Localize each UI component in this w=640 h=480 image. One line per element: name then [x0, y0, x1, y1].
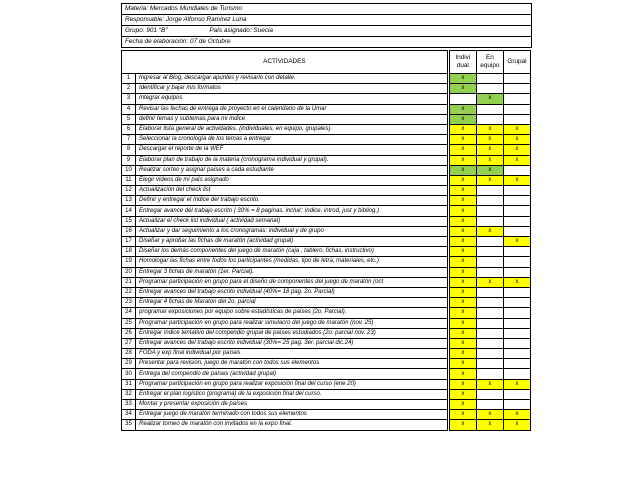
- row-number: 34: [122, 410, 136, 420]
- individual-mark: x: [449, 287, 476, 297]
- activity-text: Elaborar plan de trabajo de la materia (cronograma individual y grupal).: [136, 155, 448, 165]
- table-row: [122, 369, 531, 379]
- date-field: Fecha de elaboración: 07 de Octubre: [122, 37, 532, 48]
- table-row: [122, 400, 531, 410]
- individual-mark: x: [449, 338, 476, 348]
- row-number: 15: [122, 216, 136, 226]
- activity-text: definir temas y subtemas para mi índice: [136, 114, 448, 124]
- row-number: 33: [122, 400, 136, 410]
- team-mark: [476, 257, 503, 267]
- group-mark: [503, 349, 530, 359]
- row-number: 25: [122, 318, 136, 328]
- individual-mark: x: [449, 145, 476, 155]
- activity-text: Entregar 4 fichas de Maratón del 2o. parcial: [136, 298, 448, 308]
- team-mark: x: [476, 124, 503, 134]
- row-number: 35: [122, 420, 136, 430]
- team-mark: x: [476, 165, 503, 175]
- individual-mark: x: [449, 379, 476, 389]
- header-table: [121, 3, 532, 48]
- team-column-header: En equipo: [476, 51, 503, 74]
- table-row: [122, 145, 531, 155]
- individual-mark: x: [449, 165, 476, 175]
- group-mark: x: [503, 420, 530, 430]
- row-number: 32: [122, 389, 136, 399]
- row-number: 13: [122, 196, 136, 206]
- individual-mark: x: [449, 247, 476, 257]
- table-row: [122, 186, 531, 196]
- row-number: 19: [122, 257, 136, 267]
- row-number: 7: [122, 135, 136, 145]
- row-number: 23: [122, 298, 136, 308]
- team-mark: x: [476, 145, 503, 155]
- activity-text: programar exposiciones por equipo sobre estadísticas de países (2o. Parcial).: [136, 308, 448, 318]
- row-number: 17: [122, 237, 136, 247]
- individual-mark: [449, 94, 476, 104]
- team-mark: x: [476, 226, 503, 236]
- group-mark: [503, 328, 530, 338]
- group-mark: [503, 369, 530, 379]
- activity-text: Identificar y bajar mis formatos: [136, 84, 448, 94]
- individual-mark: x: [449, 175, 476, 185]
- group-mark: [503, 114, 530, 124]
- group-mark: x: [503, 175, 530, 185]
- table-row: [122, 94, 531, 104]
- team-mark: [476, 369, 503, 379]
- activity-text: Seleccionar la cronología de los temas a entregar: [136, 135, 448, 145]
- activity-text: Entrega del compendio de países (actividad grupal): [136, 369, 448, 379]
- activity-text: Entregar índice tentativo del compendio grupal de países estudiados (2o. parcial nov. 23): [136, 328, 448, 338]
- table-row: [122, 389, 531, 399]
- team-mark: [476, 287, 503, 297]
- activities-column-header: ACTIVIDADES: [122, 51, 448, 74]
- team-mark: [476, 400, 503, 410]
- team-mark: [476, 328, 503, 338]
- row-number: 4: [122, 104, 136, 114]
- individual-mark: x: [449, 74, 476, 84]
- activity-text: Entregar avance del trabajo escrito ( 30% = 8 paginas, incluir: índice, introd, just y bibliog.): [136, 206, 448, 216]
- individual-mark: x: [449, 420, 476, 430]
- subject-field: Materia: Mercados Mundiales de Turismo: [122, 4, 532, 15]
- table-row: [122, 175, 531, 185]
- activity-text: Ingresar al Blog, descargar apuntes y revisarlo con detalle.: [136, 74, 448, 84]
- group-mark: x: [503, 135, 530, 145]
- individual-mark: x: [449, 298, 476, 308]
- row-number: 6: [122, 124, 136, 134]
- table-row: [122, 318, 531, 328]
- table-row: [122, 420, 531, 430]
- activity-text: Definir y entregar el índice del trabajo escrito.: [136, 196, 448, 206]
- group-mark: [503, 257, 530, 267]
- group-mark: [503, 287, 530, 297]
- group-mark: [503, 400, 530, 410]
- team-mark: [476, 216, 503, 226]
- row-number: 16: [122, 226, 136, 236]
- table-row: [122, 328, 531, 338]
- individual-mark: x: [449, 206, 476, 216]
- team-mark: x: [476, 379, 503, 389]
- individual-mark: x: [449, 237, 476, 247]
- table-row: [122, 84, 531, 94]
- table-row: [122, 287, 531, 297]
- row-number: 27: [122, 338, 136, 348]
- team-mark: [476, 298, 503, 308]
- row-number: 26: [122, 328, 136, 338]
- table-row: [122, 74, 531, 84]
- activity-text: Entregar juego de maratón terminado con todos sus elementos: [136, 410, 448, 420]
- individual-mark: x: [449, 318, 476, 328]
- individual-mark: x: [449, 400, 476, 410]
- individual-mark: x: [449, 277, 476, 287]
- row-number: 20: [122, 267, 136, 277]
- table-row: [122, 410, 531, 420]
- row-number: 1: [122, 74, 136, 84]
- activity-text: Montar y presentar exposición de países: [136, 400, 448, 410]
- group-mark: x: [503, 277, 530, 287]
- individual-mark: x: [449, 114, 476, 124]
- group-mark: [503, 338, 530, 348]
- team-mark: [476, 338, 503, 348]
- activity-text: Realizar sorteo y asignar países a cada estudiante: [136, 165, 448, 175]
- activity-text: Programar participación en grupo para el diseño de componentes del juego de maratón (oct: [136, 277, 448, 287]
- individual-mark: x: [449, 359, 476, 369]
- table-row: [122, 206, 531, 216]
- individual-mark: x: [449, 369, 476, 379]
- individual-mark: x: [449, 135, 476, 145]
- table-row: [122, 267, 531, 277]
- activity-text: Entregar el plan logístico (programa) de la exposición final del curso.: [136, 389, 448, 399]
- activities-body: [122, 74, 531, 431]
- table-row: [122, 216, 531, 226]
- table-header-row: [122, 51, 531, 74]
- activity-text: Entregar avances del trabajo escrito individual (40%= 18 pag. 2o. Parcial): [136, 287, 448, 297]
- table-row: [122, 338, 531, 348]
- team-mark: [476, 308, 503, 318]
- row-number: 3: [122, 94, 136, 104]
- row-number: 24: [122, 308, 136, 318]
- row-number: 30: [122, 369, 136, 379]
- team-mark: [476, 104, 503, 114]
- table-row: [122, 124, 531, 134]
- row-number: 8: [122, 145, 136, 155]
- table-row: [122, 165, 531, 175]
- row-number: 21: [122, 277, 136, 287]
- activity-text: Diseñar los demás componentes del juego de maratón (caja , tablero, fichas, instructivo): [136, 247, 448, 257]
- responsible-field: Responsable: Jorge Alfonso Ramírez Luna: [122, 15, 532, 26]
- activity-text: FODA y exp final individual por países: [136, 349, 448, 359]
- group-mark: [503, 94, 530, 104]
- group-mark: [503, 165, 530, 175]
- activity-text: Actualización del check list: [136, 186, 448, 196]
- row-number: 31: [122, 379, 136, 389]
- individual-mark: x: [449, 124, 476, 134]
- table-row: [122, 247, 531, 257]
- activity-text: Elaborar lista general de actividades. (individuales, en equipo, grupales).: [136, 124, 448, 134]
- table-row: [122, 257, 531, 267]
- individual-mark: x: [449, 186, 476, 196]
- table-row: [122, 104, 531, 114]
- row-number: 10: [122, 165, 136, 175]
- individual-mark: x: [449, 328, 476, 338]
- group-mark: [503, 267, 530, 277]
- team-mark: x: [476, 155, 503, 165]
- row-number: 22: [122, 287, 136, 297]
- group-row: [122, 26, 532, 37]
- team-mark: [476, 267, 503, 277]
- individual-mark: x: [449, 226, 476, 236]
- team-mark: x: [476, 410, 503, 420]
- team-mark: x: [476, 420, 503, 430]
- group-mark: [503, 84, 530, 94]
- row-number: 11: [122, 175, 136, 185]
- group-mark: x: [503, 155, 530, 165]
- individual-mark: x: [449, 84, 476, 94]
- group-mark: x: [503, 237, 530, 247]
- group-mark: [503, 226, 530, 236]
- team-mark: x: [476, 135, 503, 145]
- group-mark: x: [503, 124, 530, 134]
- activity-text: Revisar las fechas de entrega de proyecto en el calendario de la Umar: [136, 104, 448, 114]
- team-mark: x: [476, 277, 503, 287]
- table-row: [122, 298, 531, 308]
- group-mark: [503, 104, 530, 114]
- table-row: [122, 155, 531, 165]
- activity-text: Homologar las fichas entre todos los participantes (medidas, tipo de letra, materiales, etc.): [136, 257, 448, 267]
- table-row: [122, 308, 531, 318]
- group-mark: [503, 186, 530, 196]
- table-row: [122, 277, 531, 287]
- activity-text: Realizar torneo de maratón con invitados en la expo final.: [136, 420, 448, 430]
- team-mark: [476, 186, 503, 196]
- row-number: 9: [122, 155, 136, 165]
- group-mark: [503, 318, 530, 328]
- group-field: Grupo: 901 "B": [125, 27, 168, 34]
- activity-text: Programar participación en grupo para realizar simulacro del juego de maratón (nov. 25): [136, 318, 448, 328]
- group-mark: [503, 308, 530, 318]
- individual-mark: x: [449, 349, 476, 359]
- table-row: [122, 359, 531, 369]
- group-mark: [503, 298, 530, 308]
- table-row: [122, 114, 531, 124]
- group-mark: [503, 206, 530, 216]
- individual-mark: x: [449, 104, 476, 114]
- row-number: 28: [122, 349, 136, 359]
- group-mark: x: [503, 379, 530, 389]
- team-mark: [476, 114, 503, 124]
- team-mark: [476, 318, 503, 328]
- group-mark: [503, 74, 530, 84]
- table-row: [122, 379, 531, 389]
- activity-text: Descargar el reporte de la WEF: [136, 145, 448, 155]
- team-mark: x: [476, 94, 503, 104]
- activity-text: Presentar para revisión, juego de maratón con todos sus elementos: [136, 359, 448, 369]
- activity-text: Actualizar el check list individual ( actividad semanal): [136, 216, 448, 226]
- table-row: [122, 226, 531, 236]
- group-mark: [503, 389, 530, 399]
- country-field: País asignado: Suecia: [209, 27, 273, 34]
- row-number: 5: [122, 114, 136, 124]
- individual-mark: x: [449, 308, 476, 318]
- team-mark: [476, 247, 503, 257]
- group-mark: [503, 216, 530, 226]
- activity-text: Elegir videos de mi país asignado: [136, 175, 448, 185]
- individual-column-header: Indivi dual: [449, 51, 476, 74]
- table-row: [122, 237, 531, 247]
- group-mark: [503, 247, 530, 257]
- individual-mark: x: [449, 155, 476, 165]
- team-mark: [476, 74, 503, 84]
- activity-text: Integrar equipos: [136, 94, 448, 104]
- team-mark: [476, 206, 503, 216]
- row-number: 2: [122, 84, 136, 94]
- group-column-header: Grupal: [503, 51, 530, 74]
- individual-mark: x: [449, 196, 476, 206]
- activity-text: Programar participación en grupo para realizar exposición final del curso (ene 20): [136, 379, 448, 389]
- team-mark: [476, 84, 503, 94]
- row-number: 14: [122, 206, 136, 216]
- individual-mark: x: [449, 410, 476, 420]
- team-mark: [476, 349, 503, 359]
- team-mark: [476, 359, 503, 369]
- row-number: 18: [122, 247, 136, 257]
- activity-text: Entregar 3 fichas de maratón (1er. Parcial).: [136, 267, 448, 277]
- group-mark: [503, 359, 530, 369]
- group-mark: x: [503, 410, 530, 420]
- row-number: 12: [122, 186, 136, 196]
- activity-text: Entregar avances del trabajo escrito individual (30%= 25 pag. 3er. parcial dic.24): [136, 338, 448, 348]
- individual-mark: x: [449, 257, 476, 267]
- individual-mark: x: [449, 389, 476, 399]
- activity-text: Diseñar y aprobar las fichas de maratón (actividad grupal): [136, 237, 448, 247]
- team-mark: [476, 237, 503, 247]
- table-row: [122, 349, 531, 359]
- team-mark: x: [476, 175, 503, 185]
- table-row: [122, 135, 531, 145]
- activity-text: Actualizar y dar seguimiento a los cronogramas: individual y de grupo: [136, 226, 448, 236]
- row-number: 29: [122, 359, 136, 369]
- team-mark: [476, 196, 503, 206]
- team-mark: [476, 389, 503, 399]
- individual-mark: x: [449, 216, 476, 226]
- group-mark: [503, 196, 530, 206]
- activities-table: [121, 50, 531, 431]
- group-mark: x: [503, 145, 530, 155]
- table-row: [122, 196, 531, 206]
- individual-mark: x: [449, 267, 476, 277]
